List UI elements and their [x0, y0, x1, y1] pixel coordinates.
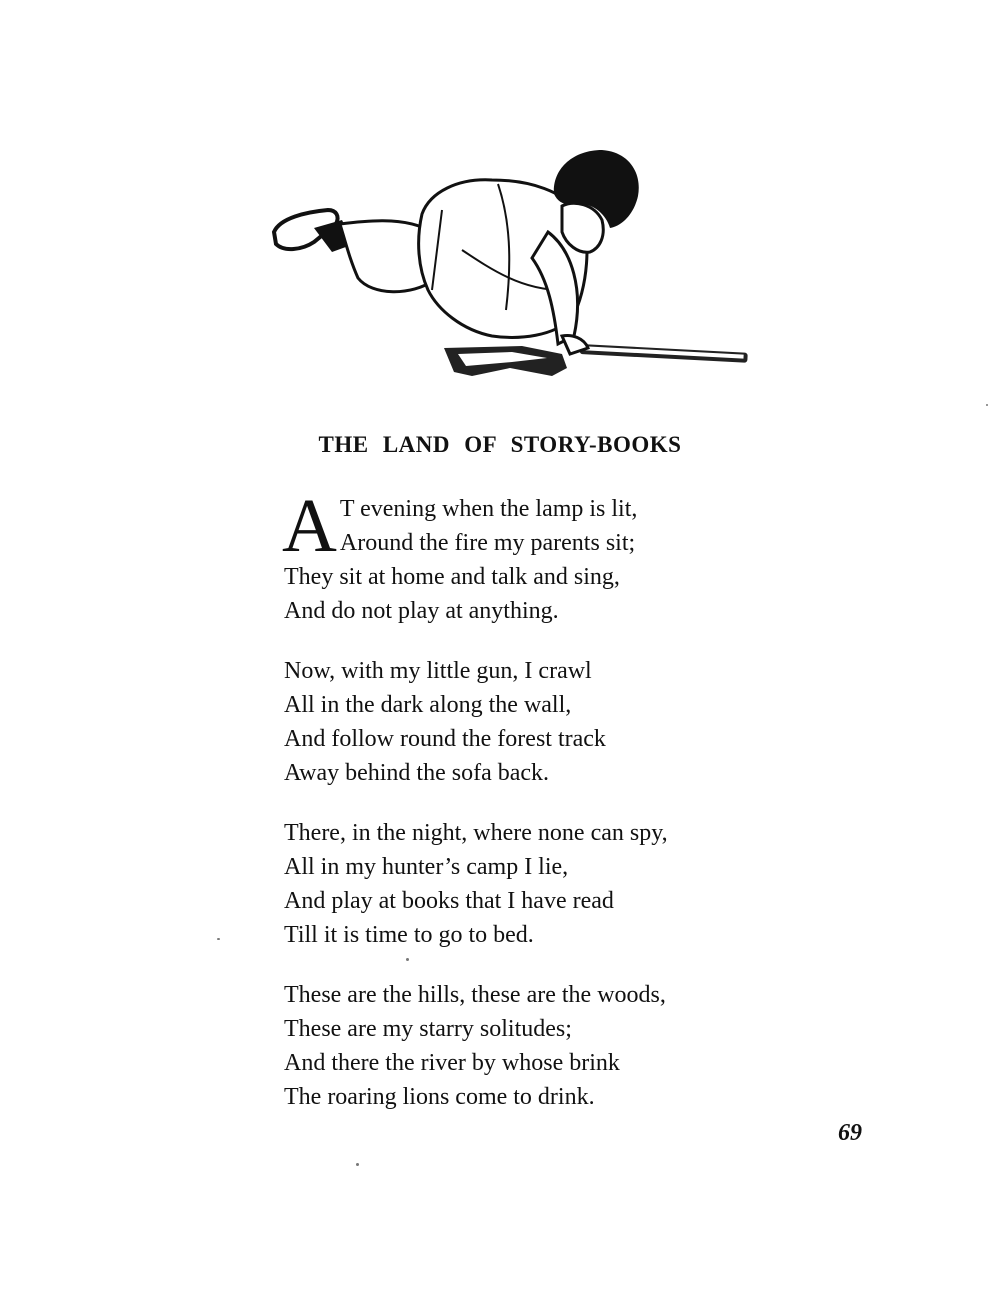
stanza-4: [284, 978, 844, 1114]
poem-line: And follow round the forest track: [284, 726, 606, 752]
scan-speck: [356, 1163, 359, 1166]
poem-line: Till it is time to go to bed.: [284, 922, 534, 948]
scan-speck: [406, 958, 409, 961]
page-number: 69: [838, 1120, 862, 1146]
boy-crawling-with-gun-icon: [262, 140, 762, 400]
poem-body: [282, 484, 844, 1140]
scan-speck: [217, 938, 220, 940]
poem-line: There, in the night, where none can spy,: [284, 820, 668, 846]
poem-line: Around the fire my parents sit;: [339, 530, 636, 556]
face-icon: [562, 203, 603, 252]
poem-title: THE LAND OF STORY-BOOKS: [318, 432, 682, 457]
stanza-1: [282, 484, 844, 628]
poem-line: These are my starry solitudes;: [284, 1016, 572, 1042]
poem-line: T evening when the lamp is lit,: [339, 496, 638, 522]
stanza-2: [284, 654, 844, 790]
stanza-3: [284, 816, 844, 952]
poem-line: These are the hills, these are the woods,: [284, 982, 666, 1008]
poem-line: They sit at home and talk and sing,: [284, 564, 620, 590]
toy-gun-icon: [444, 344, 748, 376]
poem-line: Away behind the sofa back.: [284, 760, 550, 786]
poem-line: And there the river by whose brink: [284, 1050, 620, 1076]
poem-line: The roaring lions come to drink.: [284, 1084, 595, 1110]
scan-speck: [986, 404, 988, 406]
poem-line: All in my hunter’s camp I lie,: [284, 854, 569, 880]
poem-line: All in the dark along the wall,: [284, 692, 572, 718]
poem-line: And play at books that I have read: [284, 888, 614, 914]
drop-cap: A: [282, 484, 337, 568]
poem-line: And do not play at anything.: [284, 598, 559, 624]
poem-line: Now, with my little gun, I crawl: [284, 658, 592, 684]
